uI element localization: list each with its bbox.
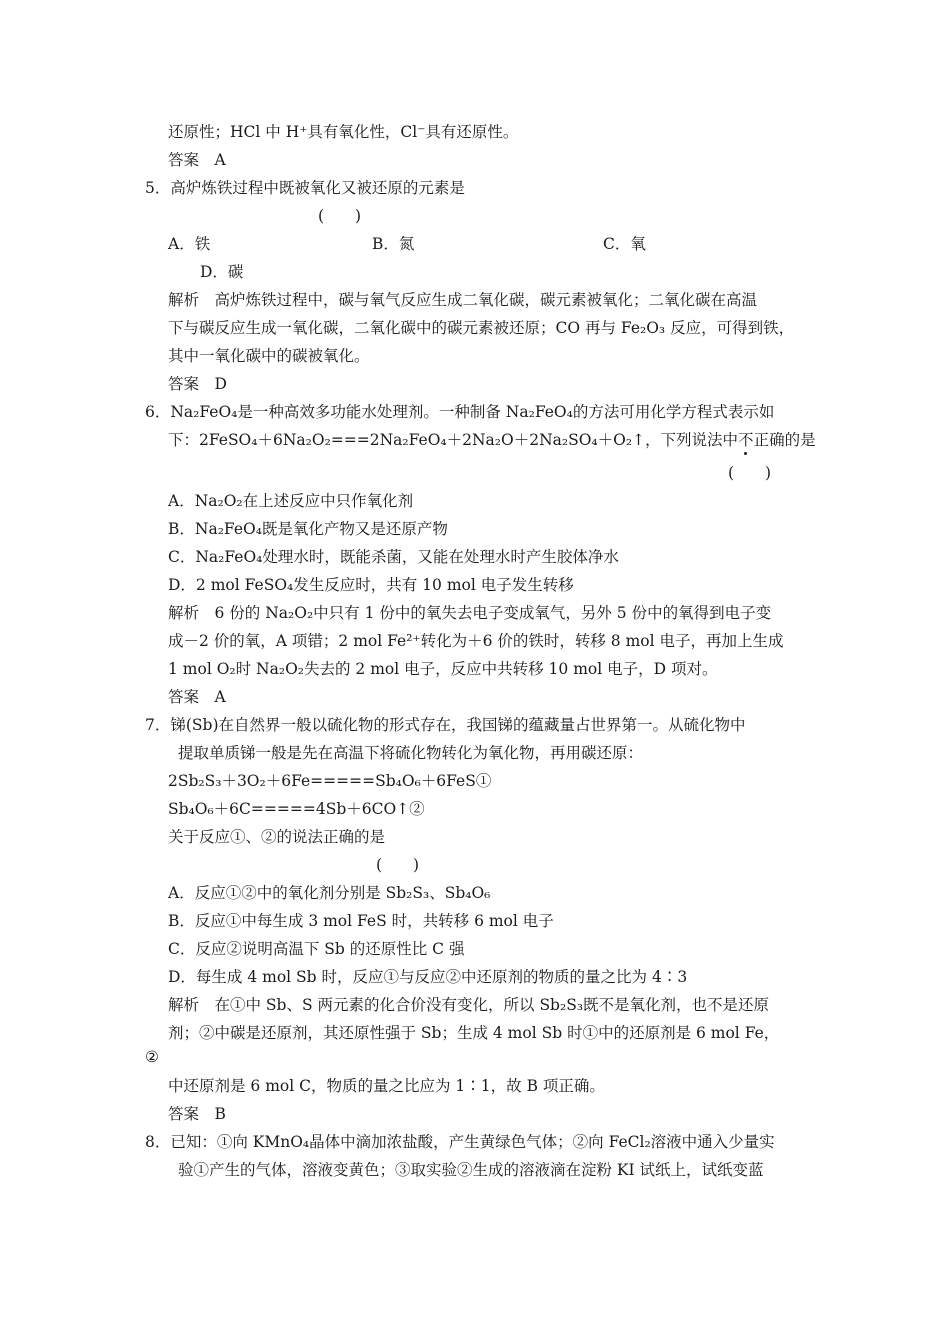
answer-line: 答案 A [168, 151, 226, 169]
option-a: A．铁 [168, 235, 211, 253]
equation-1: 2Sb₂S₃＋3O₂＋6Fe=====Sb₄O₆＋6FeS① [168, 772, 492, 790]
analysis-line: ② [145, 1048, 159, 1066]
option-b: B．Na₂FeO₄既是氧化产物又是还原产物 [168, 520, 448, 538]
option-d: D．每生成 4 mol Sb 时，反应①与反应②中还原剂的物质的量之比为 4∶3 [168, 968, 688, 986]
answer-line: 答案 B [168, 1105, 226, 1123]
question-8-text: 验①产生的气体，溶液变黄色；③取实验②生成的溶液滴在淀粉 KI 试纸上，试纸变蓝 [178, 1161, 764, 1179]
analysis-line: 解析 在①中 Sb、S 两元素的化合价没有变化，所以 Sb₂S₃既不是氧化剂，也不是还原 [168, 996, 770, 1014]
answer-line: 答案 D [168, 375, 227, 393]
option-c: C．氧 [603, 235, 646, 253]
question-5: 5．高炉炼铁过程中既被氧化又被还原的元素是 [145, 179, 465, 197]
analysis-line: 中还原剂是 6 mol C，物质的量之比应为 1∶1，故 B 项正确。 [168, 1077, 605, 1095]
analysis-line: 成－2 价的氧，A 项错；2 mol Fe²⁺转化为＋6 价的铁时，转移 8 mol 电子，再加上生成 [168, 632, 784, 650]
answer-bracket: ( ) [318, 207, 362, 225]
text-line: 还原性；HCl 中 H⁺具有氧化性，Cl⁻具有还原性。 [168, 123, 519, 141]
analysis-line: 解析 6 份的 Na₂O₂中只有 1 份中的氧失去电子变成氧气，另外 5 份中的氧得到电子变 [168, 604, 772, 622]
option-b: B．反应①中每生成 3 mol FeS 时，共转移 6 mol 电子 [168, 912, 554, 930]
question-6: 6．Na₂FeO₄是一种高效多功能水处理剂。一种制备 Na₂FeO₄的方法可用化学方程式表示如 [145, 403, 775, 421]
option-d: D．碳 [200, 263, 244, 281]
option-a: A．反应①②中的氧化剂分别是 Sb₂S₃、Sb₄O₆ [168, 884, 491, 902]
option-d: D．2 mol FeSO₄发生反应时，共有 10 mol 电子发生转移 [168, 576, 574, 594]
question-7-text: 提取单质锑一般是先在高温下将硫化物转化为氧化物，再用碳还原： [178, 744, 644, 762]
equation-2: Sb₄O₆＋6C=====4Sb＋6CO↑② [168, 800, 425, 818]
option-a: A．Na₂O₂在上述反应中只作氧化剂 [168, 492, 414, 510]
analysis-line: 下与碳反应生成一氧化碳，二氧化碳中的碳元素被还原；CO 再与 Fe₂O₃ 反应，可得到铁， [168, 319, 795, 337]
analysis-line: 剂；②中碳是还原剂，其还原性强于 Sb；生成 4 mol Sb 时①中的还原剂是 6 mol Fe， [168, 1024, 780, 1042]
emphasis-dot-text: 不 [738, 431, 754, 449]
analysis-line: 解析 高炉炼铁过程中，碳与氧气反应生成二氧化碳，碳元素被氧化；二氧化碳在高温 [168, 291, 758, 309]
analysis-line: 1 mol O₂时 Na₂O₂失去的 2 mol 电子，反应中共转移 10 mol 电子，D 项对。 [168, 660, 718, 678]
equation-text: 下：2FeSO₄＋6Na₂O₂===2Na₂FeO₄＋2Na₂O＋2Na₂SO₄＋O₂↑，下列说法中 [168, 431, 739, 449]
analysis-line: 其中一氧化碳中的碳被氧化。 [168, 347, 370, 365]
answer-bracket: ( ) [728, 464, 772, 482]
question-7-stem: 关于反应①、②的说法正确的是 [168, 828, 386, 846]
question-6-equation [168, 430, 816, 450]
option-c: C．反应②说明高温下 Sb 的还原性比 C 强 [168, 940, 465, 958]
answer-line: 答案 A [168, 688, 226, 706]
equation-tail: 正确的是 [753, 431, 816, 449]
question-8: 8．已知：①向 KMnO₄晶体中滴加浓盐酸，产生黄绿色气体；②向 FeCl₂溶液中通入少量实 [145, 1133, 775, 1151]
question-7: 7．锑(Sb)在自然界一般以硫化物的形式存在，我国锑的蕴藏量占世界第一。从硫化物中 [145, 716, 746, 734]
option-b: B．氮 [372, 235, 415, 253]
option-c: C．Na₂FeO₄处理水时，既能杀菌，又能在处理水时产生胶体净水 [168, 548, 619, 566]
answer-bracket: ( ) [376, 856, 420, 874]
